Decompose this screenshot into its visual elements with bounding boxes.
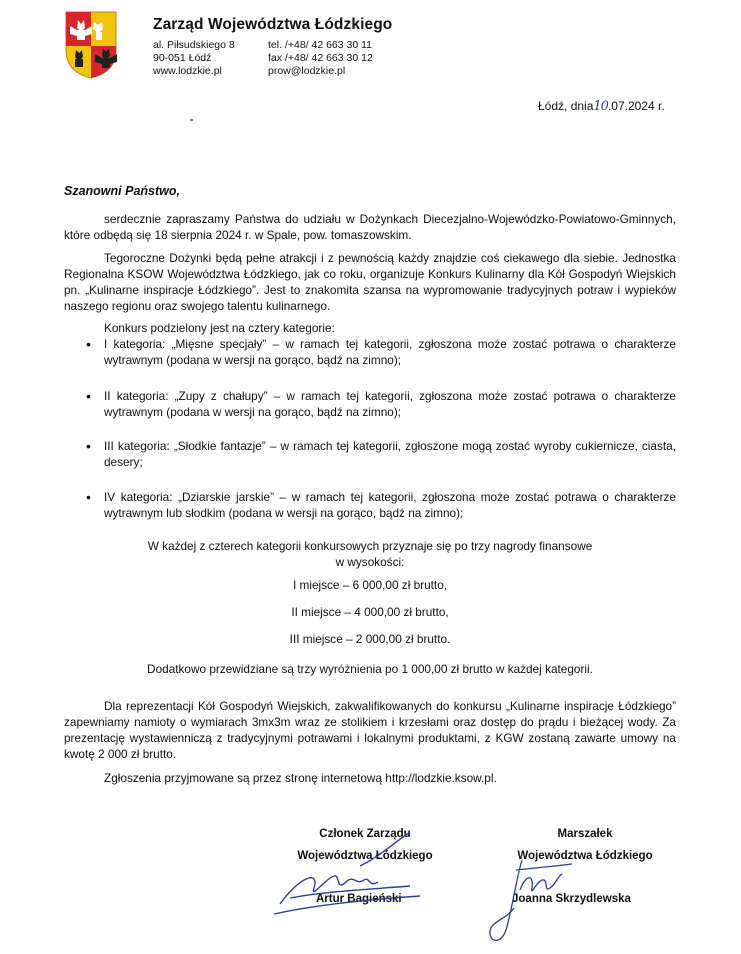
categories-intro: Konkurs podzielony jest na cztery kategorie: — [104, 321, 335, 335]
bullet-icon: • — [86, 336, 91, 352]
prize-extra: Dodatkowo przewidziane są trzy wyróżnienia po 1 000,00 zł brutto w każdej kategorii. — [147, 662, 593, 676]
phone: tel. /+48/ 42 663 30 11 — [268, 39, 373, 51]
organization-name: Zarząd Województwa Łódzkiego — [153, 16, 393, 33]
email: prow@lodzkie.pl — [268, 65, 346, 77]
website: www.lodzkie.pl — [153, 65, 222, 77]
category-item-2: II kategoria: „Zupy z chałupy” – w ramach tej kategorii, zgłoszona może zostać potrawa o charakterze wytrawnym (podana w wersji na gorąco, bądź na zimno); — [104, 389, 676, 419]
address-block — [153, 39, 235, 78]
signature-left-title-2: Województwa Łódzkiego — [297, 850, 433, 862]
prizes-intro-line-1: W każdej z czterech kategorii konkursowych przyznaje się po trzy nagrody finansowe — [147, 539, 593, 553]
signature-right-name: Joanna Skrzydlewska — [512, 893, 631, 905]
address-line-2: 90-051 Łódź — [153, 52, 212, 64]
address-line-1: al. Piłsudskiego 8 — [153, 39, 235, 51]
contact-block — [268, 39, 373, 78]
greeting: Szanowni Państwo, — [64, 184, 180, 198]
paragraph-attractions: Tegoroczne Dożynki będą pełne atrakcji i z pewnością każdy znajdzie coś ciekawego dla siebie. Jednostka Regionalna KSOW Województwa Łódzkiego, jak co roku, organizuje Konkurs Kulinarny dla Kół Gospodyń Wiejskich pn. „Kulinarne inspiracje Łódzkiego”. Jest to znakomita szansa na wypromowanie tradycyjnych potraw i wypieków naszego regionu oraz swojego talentu kulinarnego. — [64, 251, 676, 313]
prize-first: I miejsce – 6 000,00 zł brutto, — [292, 578, 448, 592]
handwritten-signature-right-icon — [476, 850, 596, 950]
bullet-icon: • — [86, 489, 91, 505]
prize-third: III miejsce – 2 000,00 zł brutto. — [289, 632, 451, 646]
bullet-icon: • — [86, 388, 91, 404]
category-item-1: I kategoria: „Mięsne specjały” – w ramach tej kategorii, zgłoszona może zostać potrawa o charakterze wytrawnym (podana w wersji na gorąco, bądź na zimno); — [104, 337, 676, 367]
letter-date — [538, 99, 665, 114]
category-item-3: III kategoria: „Słodkie fantazje” – w ramach tej kategorii, zgłoszone mogą zostać wyroby cukiernicze, ciasta, desery; — [104, 439, 676, 469]
paragraph-representation: Dla reprezentacji Kół Gospodyń Wiejskich, zakwalifikowanych do konkursu „Kulinarne inspiracje Łódzkiego” zapewniamy namioty o wymiarach 3mx3m wraz ze stolikiem i krzesłami oraz dostęp do prądu i bieżącej wody. Za prezentację wystawienniczą z tradycyjnymi potrawami i lokalnymi produktami, z KGW zostaną zawarte umowy na kwotę 2 000 zł brutto. — [64, 699, 676, 761]
coat-of-arms-icon — [64, 10, 118, 80]
paragraph-invite: serdecznie zapraszamy Państwa do udziału w Dożynkach Diecezjalno-Wojewódzko-Powiatowo-Gminnych, które odbędą się 18 sierpnia 2024 r. w Spale, pow. tomaszowskim. — [64, 212, 676, 242]
date-rest: .07.2024 r. — [607, 99, 665, 113]
signature-left-title-1: Członek Zarządu — [319, 828, 411, 840]
prizes-intro — [64, 538, 676, 570]
prizes-intro-line-2: w wysokości: — [335, 555, 405, 569]
handwritten-signature-left-icon — [260, 826, 450, 926]
signature-right-title-2: Województwa Łódzkiego — [517, 850, 653, 862]
category-item-4: IV kategoria: „Dziarskie jarskie” – w ramach tej kategorii, zgłoszona może zostać potrawa o charakterze wytrawnym lub słodkim (podana w wersji na gorąco, bądź na zimno); — [104, 490, 676, 520]
paragraph-registration: Zgłoszenia przyjmowane są przez stronę internetową http://lodzkie.ksow.pl. — [104, 771, 497, 785]
date-day-handwritten: 10 — [593, 99, 608, 114]
date-prefix: Łódź, dnia — [538, 99, 594, 113]
bullet-icon: • — [86, 438, 91, 454]
fax: fax /+48/ 42 663 30 12 — [268, 52, 373, 64]
signature-left-name: Artur Bagieński — [316, 893, 402, 905]
signature-right-title-1: Marszałek — [557, 828, 613, 840]
prize-second: II miejsce – 4 000,00 zł brutto, — [291, 605, 449, 619]
scan-speck — [190, 119, 193, 121]
